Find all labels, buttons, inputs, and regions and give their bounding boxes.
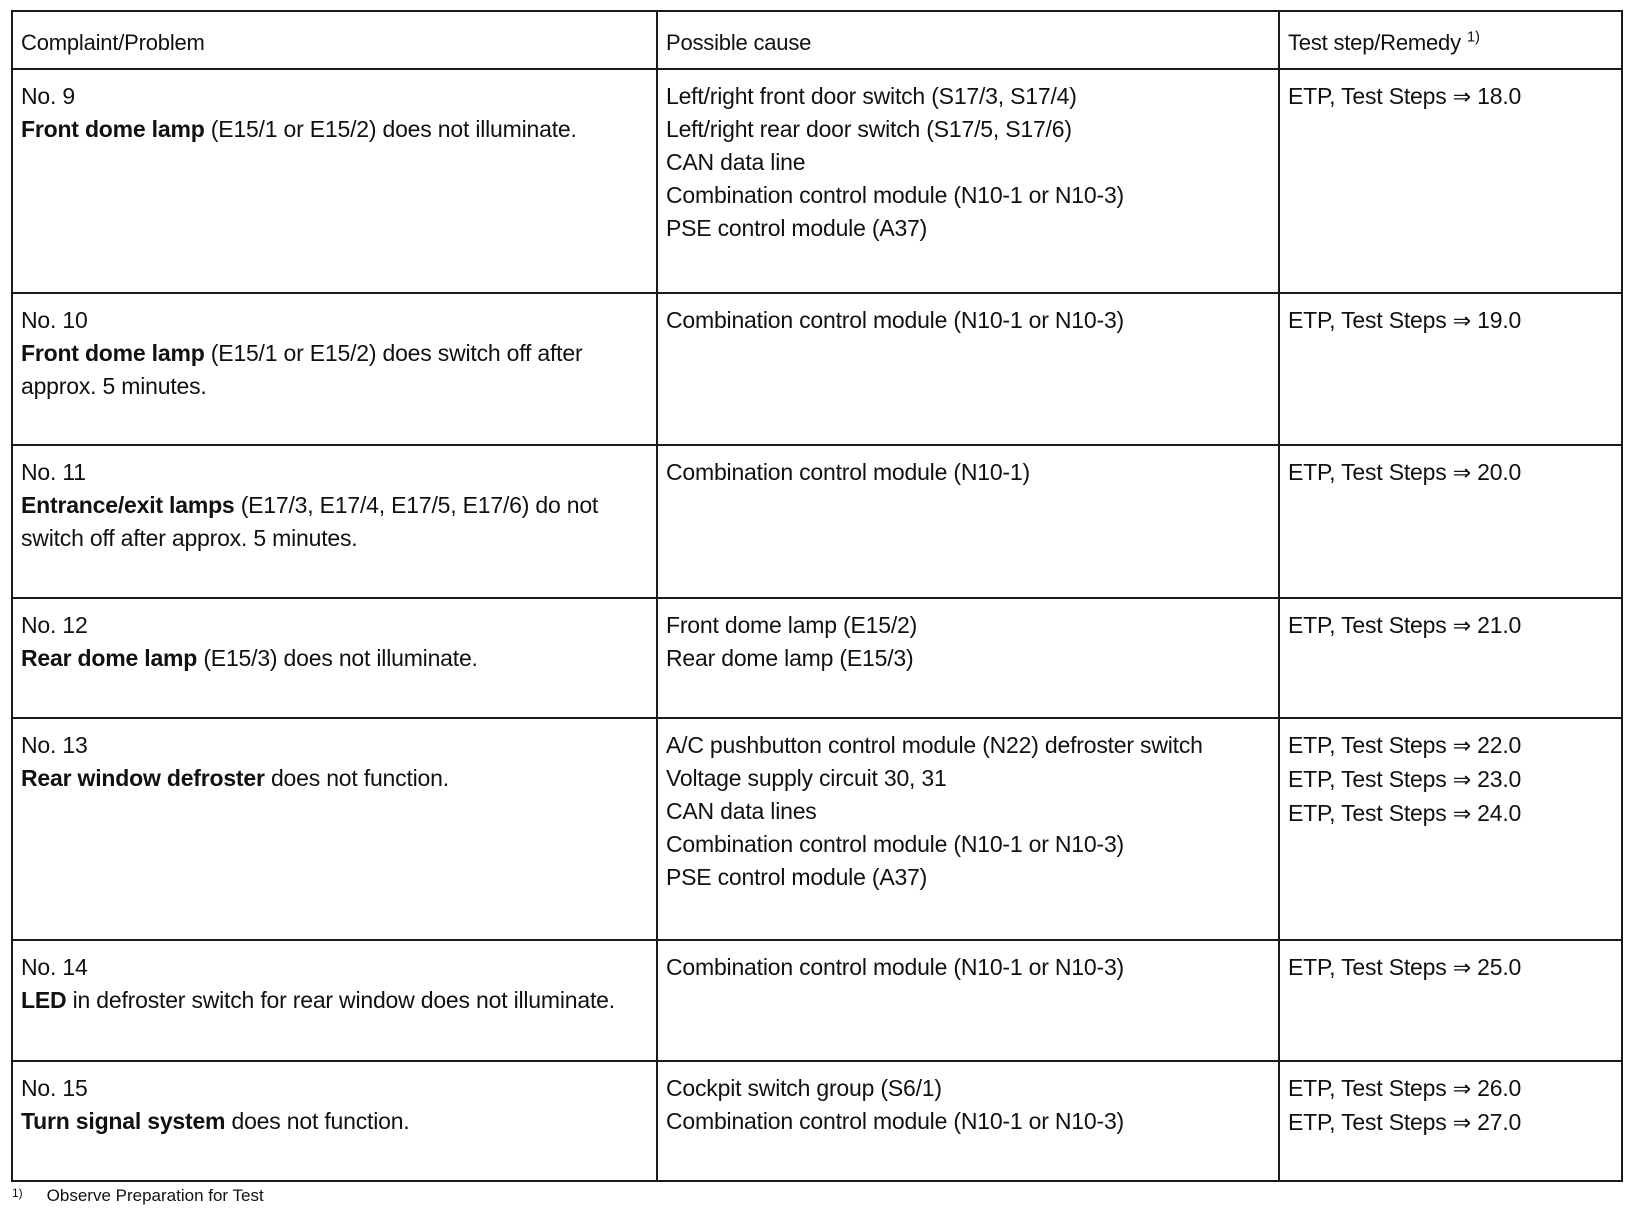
table-row (12, 718, 1622, 940)
remedy-label: ETP, Test Steps (1288, 612, 1447, 638)
header-remedy: Test step/Remedy $^{1)}$ (1279, 11, 1622, 69)
table-header-row (12, 11, 1622, 69)
remedy-step: 25.0 (1477, 954, 1522, 980)
complaint-cell (12, 718, 657, 940)
cause-item: CAN data line (666, 149, 806, 175)
cause-item: Cockpit switch group (S6/1) (666, 1075, 942, 1101)
cause-cell (657, 940, 1279, 1061)
remedy-item (1288, 80, 1613, 114)
complaint-number: No. 15 (21, 1075, 88, 1101)
arrow-right-icon: ⇒ (1452, 768, 1471, 793)
cause-item: Combination control module (N10-1 or N10-3) (666, 831, 1125, 857)
cause-cell (657, 1061, 1279, 1181)
diagnosis-table (11, 10, 1623, 1182)
complaint-cell (12, 940, 657, 1061)
cause-item: Combination control module (N10-1 or N10-3) (666, 954, 1125, 980)
footnote-mark: 1) (12, 1186, 23, 1200)
complaint-number: No. 11 (21, 459, 86, 485)
remedy-step: 22.0 (1477, 732, 1522, 758)
cause-item: Left/right rear door switch (S17/5, S17/6) (666, 116, 1072, 142)
remedy-label: ETP, Test Steps (1288, 1109, 1447, 1135)
complaint-text (21, 762, 648, 795)
complaint-cell (12, 1061, 657, 1181)
cause-item: Combination control module (N10-1 or N10-3) (666, 307, 1125, 333)
complaint-text (21, 642, 648, 675)
complaint-detail: does not function. (264, 765, 449, 791)
remedy-label: ETP, Test Steps (1288, 954, 1447, 980)
complaint-detail: (E15/1 or E15/2) does switch off after approx. 5 minutes. (21, 340, 583, 399)
arrow-right-icon: ⇒ (1452, 309, 1471, 334)
complaint-text (21, 337, 648, 403)
complaint-cell (12, 598, 657, 718)
remedy-label: ETP, Test Steps (1288, 83, 1447, 109)
cause-cell (657, 718, 1279, 940)
remedy-cell (1279, 1061, 1622, 1181)
remedy-step: 26.0 (1477, 1075, 1522, 1101)
complaint-text (21, 489, 648, 555)
cause-item: Left/right front door switch (S17/3, S17/4) (666, 83, 1077, 109)
arrow-right-icon: ⇒ (1452, 802, 1471, 827)
remedy-cell (1279, 718, 1622, 940)
remedy-item (1288, 1072, 1613, 1106)
complaint-title: Front dome lamp (21, 340, 205, 366)
footnote-reference: 1) (1466, 28, 1480, 46)
remedy-item (1288, 456, 1613, 490)
table-row (12, 940, 1622, 1061)
remedy-cell (1279, 940, 1622, 1061)
cause-item: A/C pushbutton control module (N22) defroster switch (666, 732, 1203, 758)
cause-item: Combination control module (N10-1 or N10-3) (666, 182, 1125, 208)
cause-cell (657, 445, 1279, 598)
cause-item: Front dome lamp (E15/2) (666, 612, 918, 638)
complaint-number: No. 13 (21, 732, 88, 758)
arrow-right-icon: ⇒ (1452, 85, 1471, 110)
remedy-step: 24.0 (1477, 800, 1522, 826)
remedy-step: 20.0 (1477, 459, 1522, 485)
table-row (12, 293, 1622, 445)
complaint-text (21, 1105, 648, 1138)
complaint-title: Turn signal system (21, 1108, 226, 1134)
remedy-cell (1279, 445, 1622, 598)
footnote-text: Observe Preparation for Test (46, 1186, 264, 1205)
complaint-title: Rear window defroster (21, 765, 265, 791)
cause-item: Voltage supply circuit 30, 31 (666, 765, 947, 791)
complaint-text (21, 984, 648, 1017)
remedy-step: 21.0 (1477, 612, 1522, 638)
complaint-detail: in defroster switch for rear window does not illuminate. (66, 987, 615, 1013)
remedy-item (1288, 797, 1613, 831)
header-complaint: Complaint/Problem (12, 11, 657, 69)
remedy-cell (1279, 598, 1622, 718)
complaint-number: No. 14 (21, 954, 88, 980)
complaint-number: No. 12 (21, 612, 88, 638)
remedy-label: ETP, Test Steps (1288, 800, 1447, 826)
complaint-detail: (E17/3, E17/4, E17/5, E17/6) do not switch off after approx. 5 minutes. (21, 492, 599, 551)
footnote (12, 1186, 264, 1206)
remedy-step: 27.0 (1477, 1109, 1522, 1135)
cause-cell (657, 293, 1279, 445)
remedy-step: 19.0 (1477, 307, 1522, 333)
remedy-item (1288, 609, 1613, 643)
arrow-right-icon: ⇒ (1452, 1077, 1471, 1102)
cause-cell (657, 598, 1279, 718)
remedy-step: 23.0 (1477, 766, 1522, 792)
remedy-item (1288, 304, 1613, 338)
cause-item: Rear dome lamp (E15/3) (666, 645, 914, 671)
complaint-detail: does not function. (225, 1108, 410, 1134)
complaint-title: Rear dome lamp (21, 645, 198, 671)
complaint-number: No. 10 (21, 307, 88, 333)
cause-item: Combination control module (N10-1 or N10-3) (666, 1108, 1125, 1134)
remedy-cell (1279, 69, 1622, 293)
complaint-number: No. 9 (21, 83, 75, 109)
complaint-title: LED (21, 987, 67, 1013)
remedy-item (1288, 951, 1613, 985)
cause-item: Combination control module (N10-1) (666, 459, 1030, 485)
remedy-label: ETP, Test Steps (1288, 766, 1447, 792)
remedy-label: ETP, Test Steps (1288, 1075, 1447, 1101)
complaint-title: Front dome lamp (21, 116, 205, 142)
complaint-title: Entrance/exit lamps (21, 492, 235, 518)
remedy-label: ETP, Test Steps (1288, 307, 1447, 333)
complaint-detail: (E15/1 or E15/2) does not illuminate. (204, 116, 577, 142)
complaint-text (21, 113, 648, 146)
remedy-item (1288, 1106, 1613, 1140)
cause-item: CAN data lines (666, 798, 817, 824)
cause-item: PSE control module (A37) (666, 215, 928, 241)
arrow-right-icon: ⇒ (1452, 956, 1471, 981)
complaint-cell (12, 445, 657, 598)
complaint-cell (12, 293, 657, 445)
remedy-item (1288, 763, 1613, 797)
complaint-cell (12, 69, 657, 293)
table-row (12, 598, 1622, 718)
arrow-right-icon: ⇒ (1452, 461, 1471, 486)
table-row (12, 1061, 1622, 1181)
remedy-label: ETP, Test Steps (1288, 732, 1447, 758)
remedy-label: ETP, Test Steps (1288, 459, 1447, 485)
arrow-right-icon: ⇒ (1452, 614, 1471, 639)
table-row (12, 69, 1622, 293)
cause-cell (657, 69, 1279, 293)
remedy-item (1288, 729, 1613, 763)
cause-item: PSE control module (A37) (666, 864, 928, 890)
header-cause: Possible cause (657, 11, 1279, 69)
remedy-step: 18.0 (1477, 83, 1522, 109)
arrow-right-icon: ⇒ (1452, 734, 1471, 759)
remedy-cell (1279, 293, 1622, 445)
complaint-detail: (E15/3) does not illuminate. (197, 645, 478, 671)
arrow-right-icon: ⇒ (1452, 1111, 1471, 1136)
table-row (12, 445, 1622, 598)
